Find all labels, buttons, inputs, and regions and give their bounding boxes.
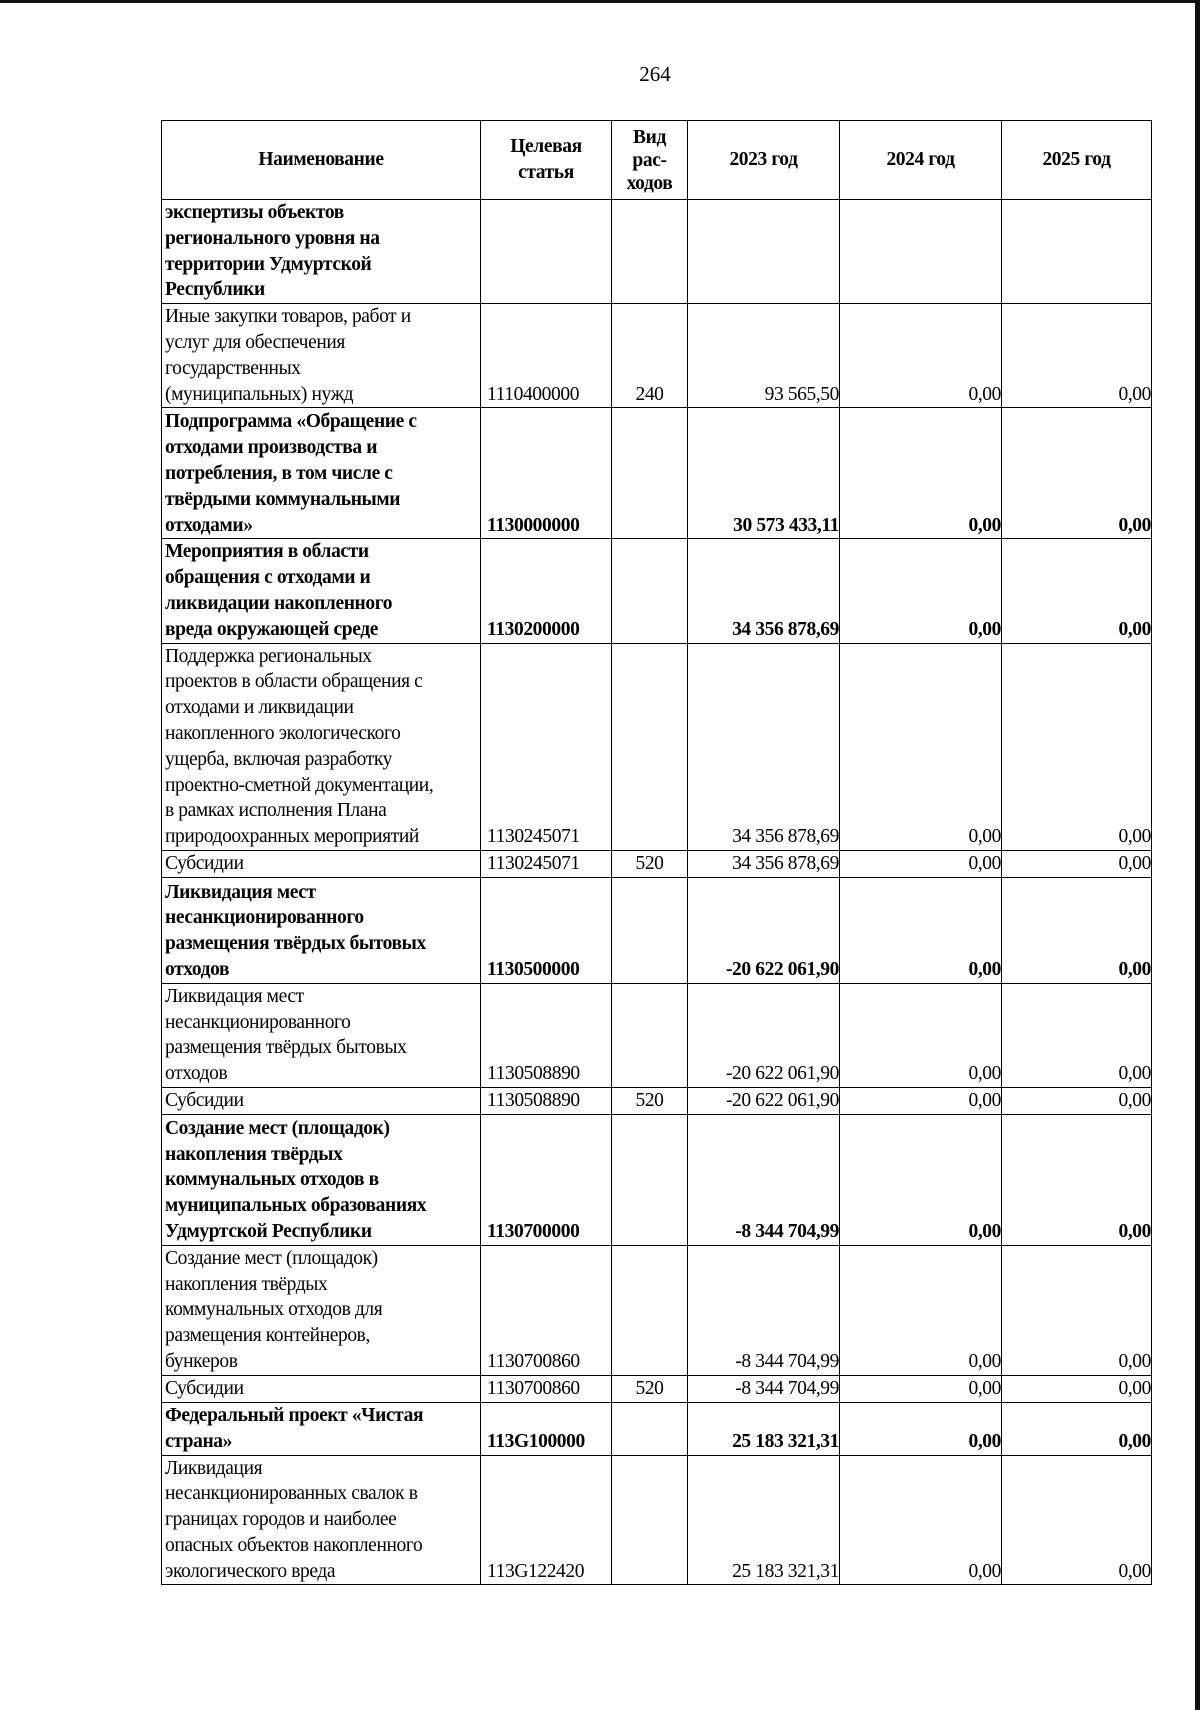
row-target-article: 1130245071 bbox=[481, 643, 612, 850]
row-expense-type bbox=[612, 877, 688, 983]
row-amount-2023: -8 344 704,99 bbox=[688, 1245, 840, 1375]
row-amount-2023: 25 183 321,31 bbox=[688, 1402, 840, 1455]
table-row bbox=[162, 1402, 1152, 1455]
table-row bbox=[162, 1114, 1152, 1245]
row-amount-2025: 0,00 bbox=[1002, 643, 1152, 850]
table-row bbox=[162, 643, 1152, 850]
table-row bbox=[162, 539, 1152, 643]
row-amount-2023: -8 344 704,99 bbox=[688, 1114, 840, 1245]
row-amount-2023: 34 356 878,69 bbox=[688, 539, 840, 643]
row-amount-2025: 0,00 bbox=[1002, 983, 1152, 1087]
row-amount-2023: -20 622 061,90 bbox=[688, 983, 840, 1087]
row-amount-2025: 0,00 bbox=[1002, 1402, 1152, 1455]
row-amount-2025 bbox=[1002, 200, 1152, 304]
row-amount-2023: -20 622 061,90 bbox=[688, 877, 840, 983]
row-target-article: 1130700000 bbox=[481, 1114, 612, 1245]
budget-table bbox=[161, 120, 1152, 1585]
row-amount-2025: 0,00 bbox=[1002, 304, 1152, 408]
table-row bbox=[162, 983, 1152, 1087]
row-amount-2023: 25 183 321,31 bbox=[688, 1455, 840, 1585]
row-amount-2023: 93 565,50 bbox=[688, 304, 840, 408]
header-2023: 2023 год bbox=[688, 121, 840, 200]
row-name: Субсидии bbox=[162, 850, 481, 877]
row-target-article: 1130700860 bbox=[481, 1375, 612, 1402]
row-target-article: 1130200000 bbox=[481, 539, 612, 643]
row-target-article: 113G100000 bbox=[481, 1402, 612, 1455]
row-amount-2025: 0,00 bbox=[1002, 1087, 1152, 1114]
row-name: Ликвидация мест несанкционированного размещения твёрдых бытовых отходов bbox=[162, 877, 481, 983]
table-row bbox=[162, 1375, 1152, 1402]
row-expense-type: 520 bbox=[612, 1375, 688, 1402]
row-expense-type bbox=[612, 643, 688, 850]
row-expense-type bbox=[612, 200, 688, 304]
header-name: Наименование bbox=[162, 121, 481, 200]
row-amount-2023: -8 344 704,99 bbox=[688, 1375, 840, 1402]
row-amount-2023 bbox=[688, 200, 840, 304]
page-number: 264 bbox=[639, 62, 671, 86]
scan-edge-right bbox=[1195, 0, 1200, 1710]
table-row bbox=[162, 877, 1152, 983]
row-amount-2025: 0,00 bbox=[1002, 1455, 1152, 1585]
row-amount-2025: 0,00 bbox=[1002, 1245, 1152, 1375]
row-target-article: 113G122420 bbox=[481, 1455, 612, 1585]
row-target-article: 1130508890 bbox=[481, 983, 612, 1087]
row-target-article: 1110400000 bbox=[481, 304, 612, 408]
table-row bbox=[162, 304, 1152, 408]
row-expense-type bbox=[612, 1455, 688, 1585]
row-amount-2025: 0,00 bbox=[1002, 408, 1152, 539]
row-expense-type bbox=[612, 539, 688, 643]
row-target-article: 1130700860 bbox=[481, 1245, 612, 1375]
row-target-article: 1130000000 bbox=[481, 408, 612, 539]
row-amount-2023: 34 356 878,69 bbox=[688, 850, 840, 877]
row-name: Создание мест (площадок) накопления твёрдых коммунальных отходов в муниципальных образованиях Удмуртской Республики bbox=[162, 1114, 481, 1245]
table-row bbox=[162, 408, 1152, 539]
header-expense-type: Вид рас- ходов bbox=[612, 121, 688, 200]
row-name: Иные закупки товаров, работ и услуг для обеспечения государственных (муниципальных) нужд bbox=[162, 304, 481, 408]
row-amount-2024: 0,00 bbox=[840, 850, 1002, 877]
row-amount-2025: 0,00 bbox=[1002, 539, 1152, 643]
row-name: Создание мест (площадок) накопления твёрдых коммунальных отходов для размещения контейнеров, бункеров bbox=[162, 1245, 481, 1375]
row-amount-2024: 0,00 bbox=[840, 408, 1002, 539]
row-amount-2024: 0,00 bbox=[840, 1455, 1002, 1585]
row-amount-2025: 0,00 bbox=[1002, 850, 1152, 877]
row-amount-2024: 0,00 bbox=[840, 1375, 1002, 1402]
row-name: Подпрограмма «Обращение с отходами производства и потребления, в том числе с твёрдыми коммунальными отходами» bbox=[162, 408, 481, 539]
row-expense-type bbox=[612, 1402, 688, 1455]
table-row bbox=[162, 1087, 1152, 1114]
row-name: Мероприятия в области обращения с отходами и ликвидации накопленного вреда окружающей среде bbox=[162, 539, 481, 643]
row-expense-type: 520 bbox=[612, 850, 688, 877]
row-expense-type: 240 bbox=[612, 304, 688, 408]
row-expense-type bbox=[612, 983, 688, 1087]
row-name: Ликвидация мест несанкционированного размещения твёрдых бытовых отходов bbox=[162, 983, 481, 1087]
row-name: Поддержка региональных проектов в области обращения с отходами и ликвидации накопленного экологического ущерба, включая разработку проектно-сметной документации, в рамках исполнения Плана природоохранных мероприятий bbox=[162, 643, 481, 850]
row-amount-2024: 0,00 bbox=[840, 1114, 1002, 1245]
row-amount-2024: 0,00 bbox=[840, 1087, 1002, 1114]
row-name: Федеральный проект «Чистая страна» bbox=[162, 1402, 481, 1455]
row-target-article bbox=[481, 200, 612, 304]
header-2024: 2024 год bbox=[840, 121, 1002, 200]
row-target-article: 1130245071 bbox=[481, 850, 612, 877]
scan-edge-top bbox=[0, 0, 1200, 3]
row-expense-type bbox=[612, 1245, 688, 1375]
row-amount-2024: 0,00 bbox=[840, 877, 1002, 983]
row-name: Субсидии bbox=[162, 1087, 481, 1114]
row-amount-2023: -20 622 061,90 bbox=[688, 1087, 840, 1114]
row-amount-2024: 0,00 bbox=[840, 983, 1002, 1087]
row-expense-type bbox=[612, 1114, 688, 1245]
row-amount-2023: 30 573 433,11 bbox=[688, 408, 840, 539]
header-2025: 2025 год bbox=[1002, 121, 1152, 200]
table-row bbox=[162, 200, 1152, 304]
row-amount-2024: 0,00 bbox=[840, 1245, 1002, 1375]
row-name: Ликвидация несанкционированных свалок в границах городов и наиболее опасных объектов накопленного экологического вреда bbox=[162, 1455, 481, 1585]
row-target-article: 1130500000 bbox=[481, 877, 612, 983]
row-amount-2024: 0,00 bbox=[840, 643, 1002, 850]
row-amount-2025: 0,00 bbox=[1002, 1114, 1152, 1245]
row-amount-2024: 0,00 bbox=[840, 539, 1002, 643]
table-row bbox=[162, 850, 1152, 877]
row-amount-2024 bbox=[840, 200, 1002, 304]
row-amount-2024: 0,00 bbox=[840, 1402, 1002, 1455]
row-amount-2025: 0,00 bbox=[1002, 1375, 1152, 1402]
header-target-article: Целевая статья bbox=[481, 121, 612, 200]
row-amount-2024: 0,00 bbox=[840, 304, 1002, 408]
row-expense-type: 520 bbox=[612, 1087, 688, 1114]
row-name: экспертизы объектов регионального уровня на территории Удмуртской Республики bbox=[162, 200, 481, 304]
table-row bbox=[162, 1245, 1152, 1375]
row-name: Субсидии bbox=[162, 1375, 481, 1402]
table-header-row bbox=[162, 121, 1152, 200]
row-expense-type bbox=[612, 408, 688, 539]
row-amount-2025: 0,00 bbox=[1002, 877, 1152, 983]
row-amount-2023: 34 356 878,69 bbox=[688, 643, 840, 850]
row-target-article: 1130508890 bbox=[481, 1087, 612, 1114]
table-row bbox=[162, 1455, 1152, 1585]
